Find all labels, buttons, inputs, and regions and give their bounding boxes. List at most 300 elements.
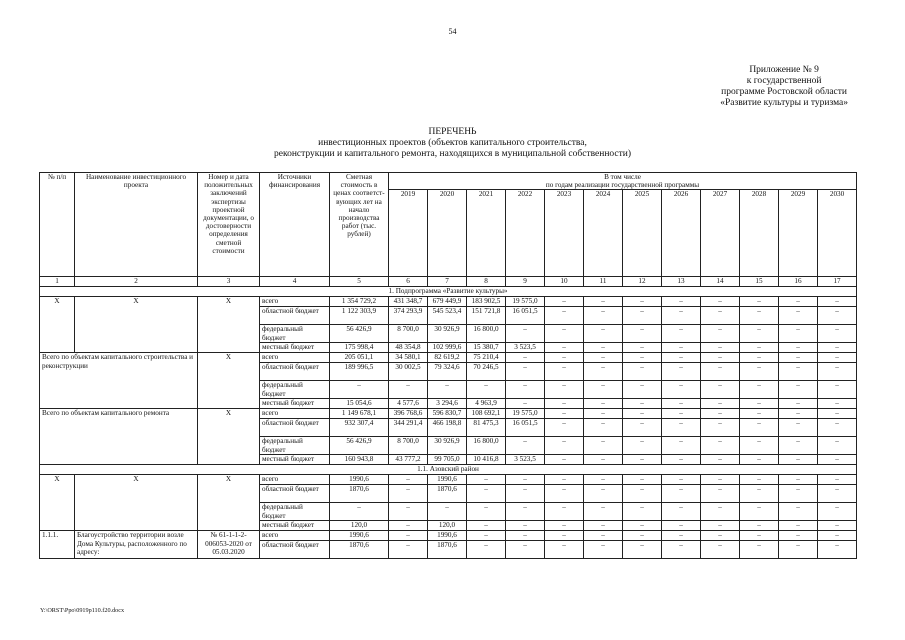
year-value: – [545, 437, 584, 455]
funding-source: федеральный бюджет [260, 503, 330, 521]
year-value: – [818, 437, 857, 455]
year-value: – [545, 307, 584, 325]
year-value: – [467, 381, 506, 399]
cost-value: 120,0 [330, 521, 389, 531]
year-value: – [662, 485, 701, 503]
year-value: 545 523,4 [428, 307, 467, 325]
year-value: – [740, 343, 779, 353]
year-value: – [740, 503, 779, 521]
cost-value: 1 149 678,1 [330, 409, 389, 419]
cost-value: 189 996,5 [330, 363, 389, 381]
year-value: – [584, 475, 623, 485]
appendix-line: «Развитие культуры и туризма» [720, 98, 848, 108]
year-value: – [818, 521, 857, 531]
cost-value: 205 051,1 [330, 353, 389, 363]
cost-value: 1870,6 [330, 485, 389, 503]
section-title: 1.1. Азовский район [40, 465, 857, 475]
funding-source: всего [260, 353, 330, 363]
year-value: – [506, 485, 545, 503]
year-value: – [623, 521, 662, 531]
page-number: 54 [448, 27, 457, 36]
funding-source: всего [260, 531, 330, 541]
year-value: 108 692,1 [467, 409, 506, 419]
year-value: – [818, 531, 857, 541]
year-value: 102 999,6 [428, 343, 467, 353]
data-row [40, 297, 857, 307]
year-value: – [623, 503, 662, 521]
year-value: – [662, 381, 701, 399]
col-number: 17 [818, 277, 857, 287]
col-number: 4 [260, 277, 330, 287]
year-value: – [389, 521, 428, 531]
year-value: 120,0 [428, 521, 467, 531]
year-value: – [818, 353, 857, 363]
year-value: – [506, 475, 545, 485]
year-value: – [467, 541, 506, 559]
col-number: 16 [779, 277, 818, 287]
year-value: – [779, 419, 818, 437]
year-value: – [662, 541, 701, 559]
year-value: – [584, 503, 623, 521]
year-value: – [389, 541, 428, 559]
year-value: – [662, 307, 701, 325]
col-number: 10 [545, 277, 584, 287]
year-value: – [623, 419, 662, 437]
cost-value: 15 054,6 [330, 399, 389, 409]
year-value: – [623, 409, 662, 419]
funding-source: областной бюджет [260, 541, 330, 559]
col-number: 11 [584, 277, 623, 287]
year-value: – [389, 485, 428, 503]
year-value: 1870,6 [428, 485, 467, 503]
year-value: 3 523,5 [506, 343, 545, 353]
title-line: ПЕРЕЧЕНЬ [428, 127, 477, 137]
year-value: – [818, 399, 857, 409]
year-value: – [779, 485, 818, 503]
column-number-row [40, 277, 857, 287]
year-value: – [740, 307, 779, 325]
year-value: 75 210,4 [467, 353, 506, 363]
year-value: – [701, 531, 740, 541]
year-value: – [740, 297, 779, 307]
cost-value: 56 426,9 [330, 437, 389, 455]
year-value: – [467, 521, 506, 531]
year-value: – [389, 475, 428, 485]
col-number: 5 [330, 277, 389, 287]
header-name: Наименование инвестиционного проекта [75, 173, 198, 277]
year-value: – [779, 381, 818, 399]
year-value: 8 700,0 [389, 325, 428, 343]
year-value: – [701, 307, 740, 325]
year-value: – [506, 531, 545, 541]
year-value: – [584, 399, 623, 409]
year-value: – [506, 503, 545, 521]
group-label: Всего по объектам капитального строительства и реконструкции [40, 353, 198, 409]
year-value: 30 926,9 [428, 437, 467, 455]
year-value: – [740, 353, 779, 363]
year-value: – [545, 485, 584, 503]
cost-value: 1990,6 [330, 531, 389, 541]
year-value: – [545, 503, 584, 521]
col-number: 2 [75, 277, 198, 287]
year-value: – [779, 455, 818, 465]
year-value: – [506, 363, 545, 381]
year-value: – [779, 531, 818, 541]
year-value: – [779, 307, 818, 325]
col-number: 15 [740, 277, 779, 287]
year-value: – [701, 475, 740, 485]
year-value: 81 475,3 [467, 419, 506, 437]
year-cell: 2027 [701, 190, 740, 277]
appendix-block [720, 65, 848, 109]
cost-value: 175 998,4 [330, 343, 389, 353]
year-value: – [779, 325, 818, 343]
year-value: 1990,6 [428, 475, 467, 485]
year-cell: 2029 [779, 190, 818, 277]
year-value: – [545, 325, 584, 343]
year-value: – [584, 343, 623, 353]
data-row [40, 353, 857, 363]
funding-source: местный бюджет [260, 521, 330, 531]
year-value: – [740, 363, 779, 381]
header-source: Источники финансирования [260, 173, 330, 277]
group-label: Всего по объектам капитального ремонта [40, 409, 198, 465]
year-value: – [545, 363, 584, 381]
year-value: – [545, 475, 584, 485]
section-title: 1. Подпрограмма «Развитие культуры» [40, 287, 857, 297]
year-value: – [545, 419, 584, 437]
item-document: Х [198, 297, 260, 353]
year-value: – [701, 297, 740, 307]
year-value: 1870,6 [428, 541, 467, 559]
year-value: – [740, 455, 779, 465]
year-value: – [584, 485, 623, 503]
year-value: – [584, 353, 623, 363]
year-value: – [584, 325, 623, 343]
year-value: – [740, 475, 779, 485]
year-value: – [623, 475, 662, 485]
year-value: – [545, 521, 584, 531]
year-value: – [623, 343, 662, 353]
year-value: – [779, 503, 818, 521]
year-value: – [584, 437, 623, 455]
col-number: 7 [428, 277, 467, 287]
year-value: 79 324,6 [428, 363, 467, 381]
year-value: 679 449,9 [428, 297, 467, 307]
header-incl-sub: по годам реализации государственной программы [389, 181, 857, 190]
year-value: 8 700,0 [389, 437, 428, 455]
year-value: – [584, 363, 623, 381]
year-value: – [818, 455, 857, 465]
year-value: – [506, 541, 545, 559]
col-number: 14 [701, 277, 740, 287]
item-document: № 61-1-1-2-006053-2020 от 05.03.2020 [198, 531, 260, 559]
year-value: – [818, 325, 857, 343]
year-value: – [662, 531, 701, 541]
year-value: – [623, 541, 662, 559]
year-value: – [428, 381, 467, 399]
year-cell: 2021 [467, 190, 506, 277]
year-cell: 2022 [506, 190, 545, 277]
year-value: – [779, 363, 818, 381]
funding-source: всего [260, 409, 330, 419]
year-value: 19 575,0 [506, 409, 545, 419]
col-number: 3 [198, 277, 260, 287]
year-value: – [623, 381, 662, 399]
cost-value: 56 426,9 [330, 325, 389, 343]
item-name: Х [75, 475, 198, 531]
year-value: – [545, 343, 584, 353]
year-cell: 2024 [584, 190, 623, 277]
header-doc: Номер и дата положительных заключений экспертизы проектной документации, о достоверности определения сметной стоимости [198, 173, 260, 277]
year-cell: 2020 [428, 190, 467, 277]
year-value: – [701, 353, 740, 363]
year-value: – [740, 325, 779, 343]
year-value: – [467, 503, 506, 521]
year-value: – [779, 399, 818, 409]
year-value: 43 777,2 [389, 455, 428, 465]
year-value: 4 963,9 [467, 399, 506, 409]
investment-table [39, 172, 857, 559]
year-value: – [701, 419, 740, 437]
year-value: – [701, 363, 740, 381]
year-value: – [506, 521, 545, 531]
year-value: – [662, 455, 701, 465]
year-value: 16 800,0 [467, 437, 506, 455]
funding-source: федеральный бюджет [260, 325, 330, 343]
year-value: 70 246,5 [467, 363, 506, 381]
funding-source: областной бюджет [260, 307, 330, 325]
funding-source: федеральный бюджет [260, 381, 330, 399]
year-value: – [701, 325, 740, 343]
item-document: Х [198, 353, 260, 409]
year-value: – [506, 437, 545, 455]
year-value: 15 380,7 [467, 343, 506, 353]
year-value: – [818, 381, 857, 399]
year-value: – [506, 353, 545, 363]
year-value: – [584, 541, 623, 559]
year-value: 344 291,4 [389, 419, 428, 437]
year-value: – [662, 475, 701, 485]
year-cell: 2026 [662, 190, 701, 277]
year-value: – [779, 475, 818, 485]
year-value: 82 619,2 [428, 353, 467, 363]
header-row [40, 173, 857, 182]
year-value: 16 800,0 [467, 325, 506, 343]
year-cell: 2030 [818, 190, 857, 277]
cost-value: 1 122 303,9 [330, 307, 389, 325]
year-value: – [740, 381, 779, 399]
year-value: – [818, 475, 857, 485]
year-value: – [701, 485, 740, 503]
year-value: – [584, 409, 623, 419]
year-value: – [779, 343, 818, 353]
year-value: 183 902,5 [467, 297, 506, 307]
year-value: – [467, 485, 506, 503]
year-value: – [701, 381, 740, 399]
year-value: – [779, 297, 818, 307]
col-number: 8 [467, 277, 506, 287]
year-cell: 2025 [623, 190, 662, 277]
year-value: – [389, 381, 428, 399]
item-name: Благоустройство территории возле Дома Культуры, расположенного по адресу: [75, 531, 198, 559]
year-value: – [701, 343, 740, 353]
item-name: Х [75, 297, 198, 353]
item-document: Х [198, 409, 260, 465]
year-value: – [662, 437, 701, 455]
appendix-line: к государственной [746, 76, 822, 86]
year-value: 19 575,0 [506, 297, 545, 307]
year-value: – [740, 399, 779, 409]
year-value: – [584, 381, 623, 399]
year-value: – [506, 399, 545, 409]
year-value: – [740, 437, 779, 455]
year-value: 48 354,8 [389, 343, 428, 353]
header-cost: Сметная стоимость в ценах соответст-вующих лет на начало производства работ (тыс. рублей) [330, 173, 389, 277]
funding-source: областной бюджет [260, 419, 330, 437]
year-value: – [701, 455, 740, 465]
year-value: – [818, 409, 857, 419]
year-value: 99 705,0 [428, 455, 467, 465]
year-value: 596 830,7 [428, 409, 467, 419]
year-value: – [818, 541, 857, 559]
title-line: инвестиционных проектов (объектов капитального строительства, [318, 138, 587, 148]
year-value: 4 577,6 [389, 399, 428, 409]
year-value: 3 294,6 [428, 399, 467, 409]
year-value: – [623, 297, 662, 307]
year-value: – [740, 419, 779, 437]
year-value: – [818, 297, 857, 307]
col-number: 9 [506, 277, 545, 287]
item-number: 1.1.1. [40, 531, 75, 559]
document-title [0, 127, 905, 160]
year-value: – [740, 541, 779, 559]
year-value: – [623, 353, 662, 363]
year-value: 151 721,8 [467, 307, 506, 325]
year-value: – [623, 437, 662, 455]
year-value: 16 051,5 [506, 419, 545, 437]
year-value: – [740, 531, 779, 541]
funding-source: местный бюджет [260, 399, 330, 409]
year-value: – [662, 409, 701, 419]
year-value: – [779, 521, 818, 531]
appendix-line: программе Ростовской области [721, 87, 848, 97]
year-value: – [701, 409, 740, 419]
cost-value: 1990,6 [330, 475, 389, 485]
year-value: – [662, 325, 701, 343]
year-value: – [623, 531, 662, 541]
year-value: – [623, 307, 662, 325]
year-value: 30 926,9 [428, 325, 467, 343]
col-number: 1 [40, 277, 75, 287]
year-value: – [818, 307, 857, 325]
year-value: – [740, 485, 779, 503]
cost-value: 932 307,4 [330, 419, 389, 437]
year-value: – [779, 437, 818, 455]
year-value: – [662, 363, 701, 381]
year-cell: 2023 [545, 190, 584, 277]
col-number: 13 [662, 277, 701, 287]
funding-source: областной бюджет [260, 363, 330, 381]
year-value: 10 416,8 [467, 455, 506, 465]
year-value: – [584, 521, 623, 531]
year-value: – [545, 381, 584, 399]
cost-value: 1870,6 [330, 541, 389, 559]
col-number: 6 [389, 277, 428, 287]
year-value: – [623, 363, 662, 381]
year-value: – [662, 343, 701, 353]
year-value: – [545, 531, 584, 541]
year-value: – [467, 531, 506, 541]
item-number: Х [40, 475, 75, 531]
year-value: 431 348,7 [389, 297, 428, 307]
funding-source: федеральный бюджет [260, 437, 330, 455]
year-value: – [428, 503, 467, 521]
funding-source: всего [260, 297, 330, 307]
year-value: – [779, 353, 818, 363]
year-value: – [584, 307, 623, 325]
year-value: – [623, 455, 662, 465]
year-value: 34 580,1 [389, 353, 428, 363]
year-value: – [623, 485, 662, 503]
year-value: – [818, 419, 857, 437]
year-value: – [545, 353, 584, 363]
year-value: – [818, 503, 857, 521]
title-line: реконструкции и капитального ремонта, находящихся в муниципальной собственности) [273, 149, 632, 159]
funding-source: местный бюджет [260, 343, 330, 353]
year-value: – [701, 437, 740, 455]
item-number: Х [40, 297, 75, 353]
year-value: – [389, 531, 428, 541]
funding-source: областной бюджет [260, 485, 330, 503]
year-value: – [467, 475, 506, 485]
col-number: 12 [623, 277, 662, 287]
year-value: – [584, 297, 623, 307]
funding-source: всего [260, 475, 330, 485]
cost-value: 160 943,8 [330, 455, 389, 465]
data-row [40, 475, 857, 485]
year-value: – [662, 521, 701, 531]
cost-value: – [330, 381, 389, 399]
year-value: – [701, 503, 740, 521]
year-value: 3 523,5 [506, 455, 545, 465]
data-row [40, 409, 857, 419]
item-document: Х [198, 475, 260, 531]
year-value: – [584, 531, 623, 541]
header-incl: В том числе [389, 173, 857, 182]
year-cell: 2019 [389, 190, 428, 277]
cost-value: 1 354 729,2 [330, 297, 389, 307]
year-value: 30 002,5 [389, 363, 428, 381]
year-cell: 2028 [740, 190, 779, 277]
year-value: – [545, 297, 584, 307]
year-value: – [818, 485, 857, 503]
header-num: № п/п [40, 173, 75, 277]
year-value: – [662, 353, 701, 363]
year-value: – [506, 325, 545, 343]
cost-value: – [330, 503, 389, 521]
year-value: – [584, 455, 623, 465]
year-value: – [662, 503, 701, 521]
year-value: – [662, 297, 701, 307]
year-value: – [701, 521, 740, 531]
year-value: – [701, 399, 740, 409]
year-value: 466 198,8 [428, 419, 467, 437]
year-value: – [779, 541, 818, 559]
funding-source: местный бюджет [260, 455, 330, 465]
year-value: – [545, 541, 584, 559]
year-value: – [623, 399, 662, 409]
